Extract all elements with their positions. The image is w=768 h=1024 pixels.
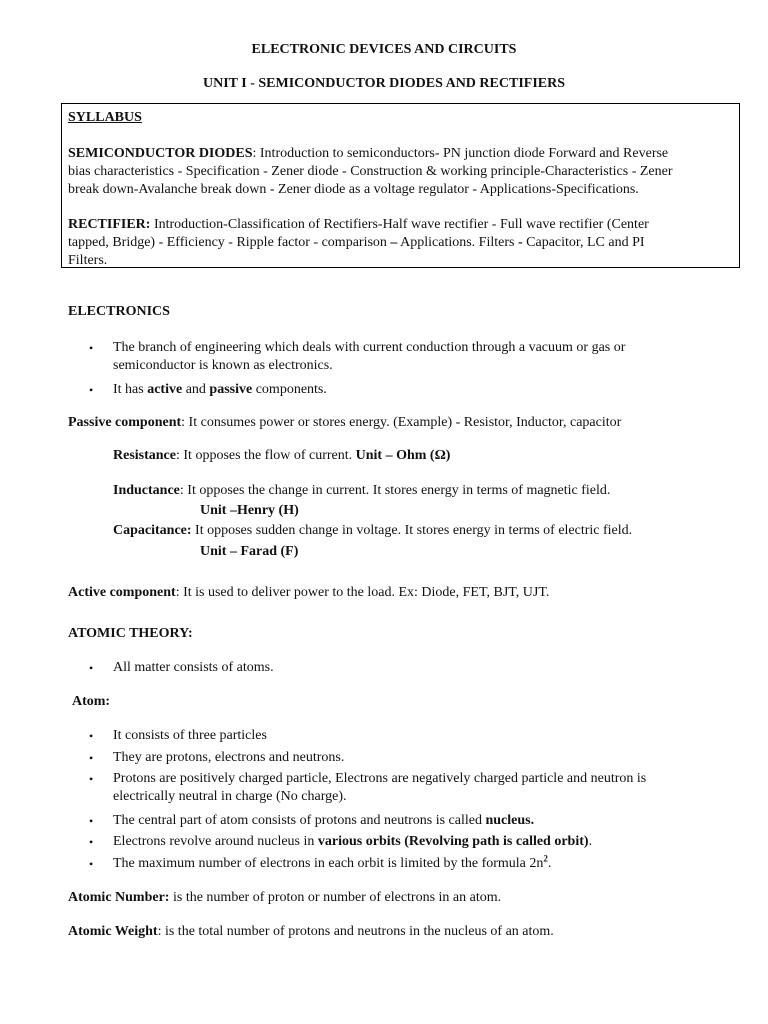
unit-title: UNIT I - SEMICONDUCTOR DIODES AND RECTIFIERS <box>203 76 565 91</box>
list-item: It has active and passive components. <box>113 382 327 397</box>
passive-component: Passive component: It consumes power or stores energy. (Example) - Resistor, Inductor, capacitor <box>68 415 622 430</box>
list-item: The maximum number of electrons in each orbit is limited by the formula $2n^2$. <box>113 853 552 871</box>
bullet-icon: • <box>89 729 94 743</box>
electronics-heading: ELECTRONICS <box>68 304 170 319</box>
inductance-definition: Inductance: It opposes the change in current. It stores energy in terms of magnetic field. <box>113 483 611 498</box>
list-item: All matter consists of atoms. <box>113 660 274 675</box>
resistance-definition: Resistance: It opposes the flow of current. Unit – Ohm (Ω) <box>113 448 451 463</box>
inductance-unit: Unit –Henry (H) <box>200 503 299 518</box>
list-item: It consists of three particles <box>113 728 267 743</box>
bullet-icon: • <box>89 751 94 765</box>
bullet-icon: • <box>89 661 94 675</box>
atomic-weight-definition: Atomic Weight: is the total number of protons and neutrons in the nucleus of an atom. <box>68 924 554 939</box>
bullet-icon: • <box>89 341 94 355</box>
capacitance-unit: Unit – Farad (F) <box>200 544 299 559</box>
syllabus-diodes: SEMICONDUCTOR DIODES: Introduction to semiconductors- PN junction diode Forward and Reverse bias characteristics - Specification - Zener diode - Construction & working principle-Characteristics - Zener break down-Avalanche break down - Zener diode as a voltage regulator - Applications-Specifications. <box>68 146 673 197</box>
bullet-icon: • <box>89 383 94 397</box>
list-item: The branch of engineering which deals with current conduction through a vacuum or gas or semiconductor is known as electronics. <box>113 340 626 373</box>
bullet-icon: • <box>89 814 94 828</box>
syllabus-rectifier: RECTIFIER: Introduction-Classification of Rectifiers-Half wave rectifier - Full wave rectifier (Center tapped, Bridge) - Efficiency - Ripple factor - comparison – Applications. Filters - Capacitor, LC and PI Filters. <box>68 217 649 268</box>
bullet-icon: • <box>89 857 94 871</box>
active-component: Active component: It is used to deliver power to the load. Ex: Diode, FET, BJT, UJT. <box>68 585 550 600</box>
list-item: They are protons, electrons and neutrons. <box>113 750 345 765</box>
capacitance-definition: Capacitance: It opposes sudden change in voltage. It stores energy in terms of electric field. <box>113 523 633 538</box>
list-item: Protons are positively charged particle, Electrons are negatively charged particle and neutron is electrically neutral in charge (No charge). <box>113 771 647 804</box>
syllabus-heading: SYLLABUS <box>68 110 142 125</box>
list-item: The central part of atom consists of protons and neutrons is called nucleus. <box>113 813 535 828</box>
atomic-number-definition: Atomic Number: is the number of proton or number of electrons in an atom. <box>68 890 502 905</box>
atomic-theory-heading: ATOMIC THEORY: <box>68 626 193 641</box>
atom-heading: Atom: <box>72 694 111 709</box>
bullet-icon: • <box>89 772 94 786</box>
bullet-icon: • <box>89 835 94 849</box>
list-item: Electrons revolve around nucleus in various orbits (Revolving path is called orbit). <box>113 834 593 849</box>
document-title: ELECTRONIC DEVICES AND CIRCUITS <box>251 42 517 57</box>
